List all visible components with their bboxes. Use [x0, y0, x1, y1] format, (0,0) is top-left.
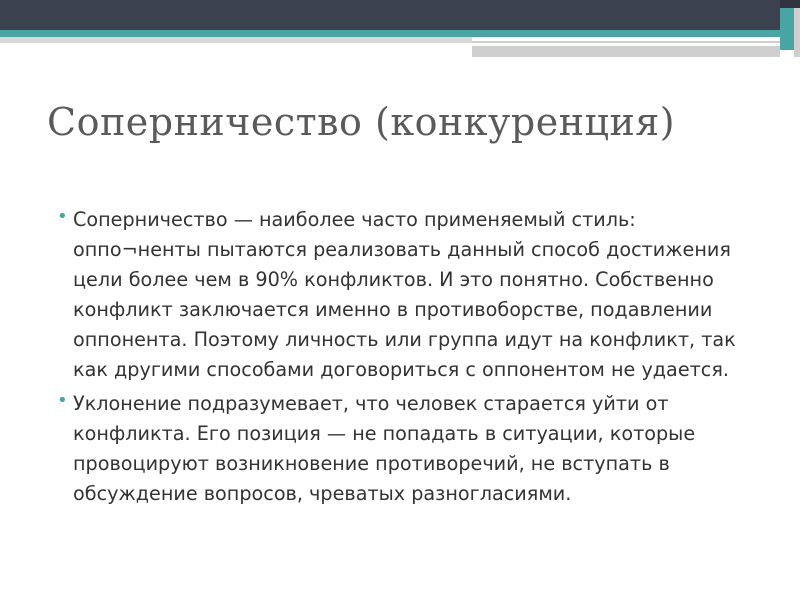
bullet-dot-icon: •: [57, 390, 68, 411]
header-band-gray-left: [0, 37, 472, 43]
header-band-white-line: [472, 43, 780, 46]
bullet-text: Уклонение подразумевает, что человек старается уйти от конфликта. Его позиция — не попадать в ситуации, которые провоцируют возникновение противоречий, не вступать в обсуждение вопросов, чреватых разногласиями.: [73, 392, 696, 505]
slide-title: Соперничество (конкуренция): [47, 100, 676, 144]
corner-accent-teal: [780, 8, 794, 50]
bullet-item: [57, 389, 747, 509]
bullet-list: [57, 205, 747, 513]
bullet-item: [57, 205, 747, 385]
bullet-dot-icon: •: [57, 206, 68, 227]
header-band-dark: [0, 0, 780, 30]
header-band-teal: [0, 30, 780, 37]
bullet-text: Соперничество — наиболее часто применяемый стиль: оппо¬ненты пытаются реализовать данный способ достижения цели более чем в 90% конфликтов. И это понятно. Собственно конфликт заключается именно в противоборстве, подавлении оппонента. Поэтому личность или группа идут на конфликт, так как другими способами договориться с оппонентом не удается.: [73, 208, 736, 381]
corner-accent-dark: [780, 0, 800, 8]
corner-accent-gray: [794, 8, 800, 57]
